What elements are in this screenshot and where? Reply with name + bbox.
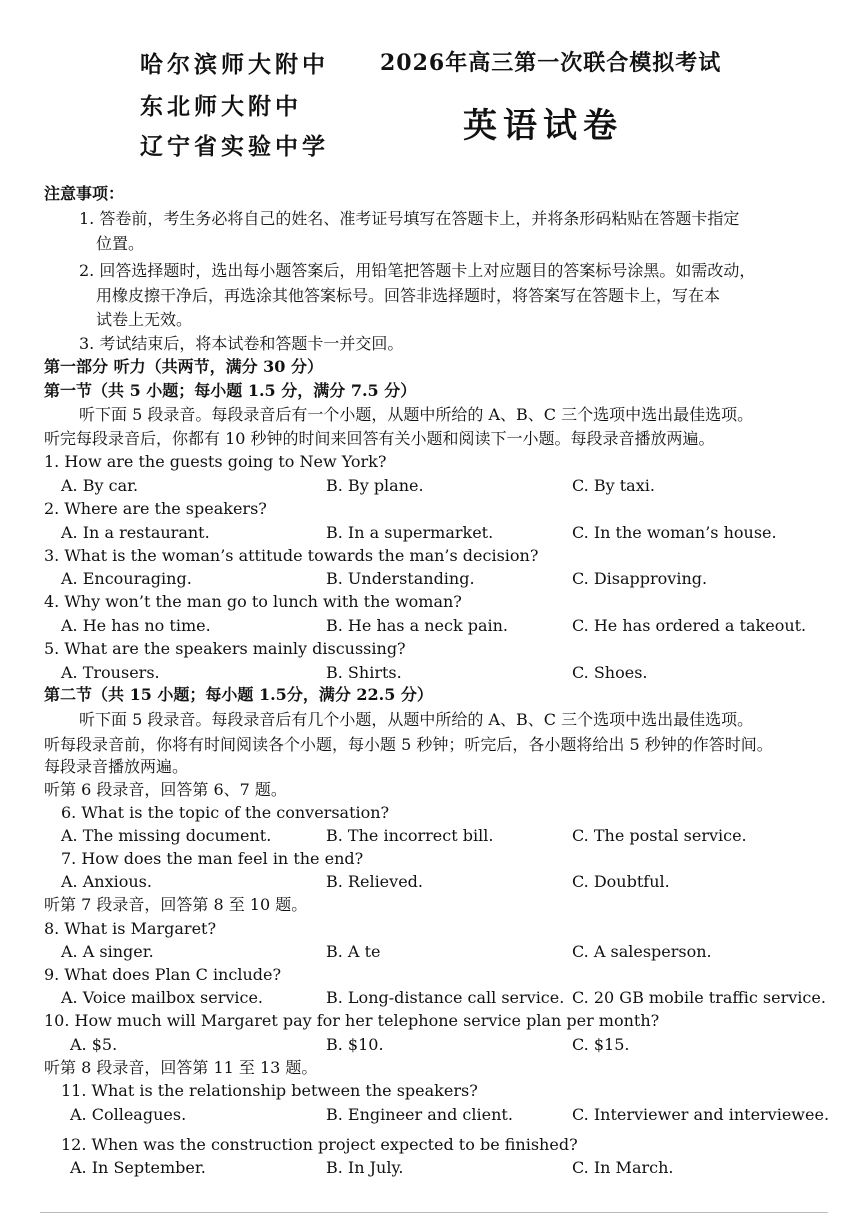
section2-instruction: 听下面 5 段录音。每段录音后有几个小题，从题中所给的 A、B、C 三个选项中选出最佳选项。 [79, 710, 754, 729]
option-b: B. A te [326, 942, 381, 961]
school-name-3: 辽宁省实验中学 [140, 133, 329, 160]
notice-item: 1. 答卷前，考生务必将自己的姓名、准考证号填写在答题卡上，并将条形码粘贴在答题卡指定 [79, 209, 740, 228]
option-b: B. In July. [326, 1158, 404, 1177]
notice-item: 用橡皮擦干净后，再选涂其他答案标号。回答非选择题时，将答案写在答题卡上，写在本 [96, 286, 721, 305]
exam-title: 2026年高三第一次联合模拟考试 [380, 50, 722, 76]
notice-item: 位置。 [96, 234, 145, 253]
notice-item: 试卷上无效。 [96, 310, 193, 329]
option-a: A. Colleagues. [70, 1105, 187, 1124]
option-b: B. Relieved. [326, 872, 423, 891]
option-c: C. In the woman’s house. [572, 523, 777, 542]
question-10: 10. How much will Margaret pay for her telephone service plan per month? [44, 1011, 660, 1030]
segment-note: 听第 8 段录音，回答第 11 至 13 题。 [44, 1058, 318, 1077]
option-b: B. By plane. [326, 476, 424, 495]
option-a: A. $5. [70, 1035, 118, 1054]
option-a: A. A singer. [61, 942, 154, 961]
question-2: 2. Where are the speakers? [44, 499, 267, 518]
part1-heading: 第一部分 听力（共两节，满分 30 分） [44, 357, 323, 376]
question-7: 7. How does the man feel in the end? [61, 849, 364, 868]
option-b: B. He has a neck pain. [326, 616, 509, 635]
option-c: C. A salesperson. [572, 942, 712, 961]
option-b: B. Understanding. [326, 569, 475, 588]
option-c: C. The postal service. [572, 826, 747, 845]
question-4: 4. Why won’t the man go to lunch with the woman? [44, 592, 462, 611]
section2-instruction: 每段录音播放两遍。 [44, 757, 189, 776]
subject-title: 英语试卷 [463, 106, 623, 146]
question-6: 6. What is the topic of the conversation? [61, 803, 390, 822]
option-b: B. Engineer and client. [326, 1105, 513, 1124]
segment-note: 听第 7 段录音，回答第 8 至 10 题。 [44, 895, 308, 914]
option-a: A. Trousers. [61, 663, 160, 682]
notice-item: 2. 回答选择题时，选出每小题答案后，用铅笔把答题卡上对应题目的答案标号涂黑。如需改动， [79, 261, 756, 280]
notice-item: 3. 考试结束后，将本试卷和答题卡一并交回。 [79, 334, 404, 353]
question-11: 11. What is the relationship between the speakers? [61, 1081, 478, 1100]
option-a: A. In a restaurant. [61, 523, 210, 542]
question-3: 3. What is the woman’s attitude towards the man’s decision? [44, 546, 539, 565]
segment-note: 听第 6 段录音，回答第 6、7 题。 [44, 780, 287, 799]
option-a: A. Voice mailbox service. [61, 988, 264, 1007]
school-name-1: 哈尔滨师大附中 [140, 51, 329, 78]
question-1: 1. How are the guests going to New York? [44, 452, 387, 471]
section1-instruction: 听完每段录音后，你都有 10 秒钟的时间来回答有关小题和阅读下一小题。每段录音播放两遍。 [44, 429, 715, 448]
option-c: C. He has ordered a takeout. [572, 616, 807, 635]
option-b: B. Long-distance call service. [326, 988, 565, 1007]
option-c: C. By taxi. [572, 476, 655, 495]
option-c: C. Doubtful. [572, 872, 670, 891]
option-b: B. The incorrect bill. [326, 826, 494, 845]
option-c: C. Disapproving. [572, 569, 708, 588]
question-12: 12. When was the construction project expected to be finished? [61, 1135, 578, 1154]
page-bottom-divider [40, 1212, 828, 1213]
section2-instruction: 听每段录音前，你将有时间阅读各个小题，每小题 5 秒钟；听完后，各小题将给出 5 秒钟的作答时间。 [44, 735, 773, 754]
option-c: C. $15. [572, 1035, 630, 1054]
option-c: C. 20 GB mobile traffic service. [572, 988, 826, 1007]
option-a: A. Encouraging. [61, 569, 192, 588]
option-c: C. Interviewer and interviewee. [572, 1105, 830, 1124]
section2-heading: 第二节（共 15 小题；每小题 1.5分，满分 22.5 分） [44, 685, 433, 704]
option-c: C. Shoes. [572, 663, 648, 682]
question-5: 5. What are the speakers mainly discussing? [44, 639, 406, 658]
question-8: 8. What is Margaret? [44, 919, 217, 938]
option-a: A. In September. [70, 1158, 206, 1177]
option-c: C. In March. [572, 1158, 674, 1177]
option-a: A. Anxious. [61, 872, 152, 891]
option-a: A. The missing document. [61, 826, 272, 845]
option-a: A. He has no time. [61, 616, 211, 635]
option-b: B. In a supermarket. [326, 523, 494, 542]
option-b: B. Shirts. [326, 663, 402, 682]
school-name-2: 东北师大附中 [140, 93, 302, 120]
option-b: B. $10. [326, 1035, 384, 1054]
section1-instruction: 听下面 5 段录音。每段录音后有一个小题，从题中所给的 A、B、C 三个选项中选出最佳选项。 [79, 405, 754, 424]
question-9: 9. What does Plan C include? [44, 965, 282, 984]
section1-heading: 第一节（共 5 小题；每小题 1.5 分，满分 7.5 分） [44, 381, 417, 400]
notice-heading: 注意事项： [44, 184, 125, 203]
option-a: A. By car. [61, 476, 139, 495]
